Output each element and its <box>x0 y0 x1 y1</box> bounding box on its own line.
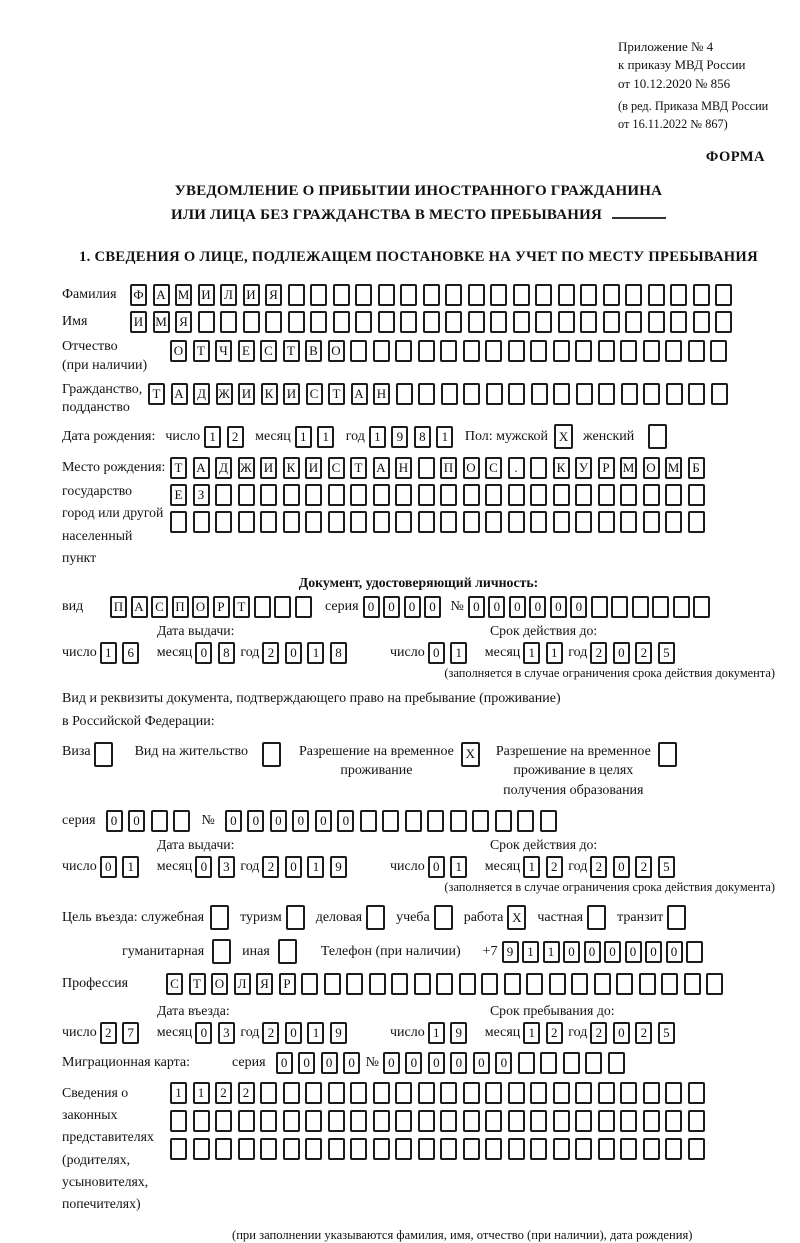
stay-day-cells[interactable]: 1 9 <box>428 1022 473 1044</box>
forma-label: ФОРМА <box>705 149 765 166</box>
migration-card-label: Миграционная карта: <box>62 1055 191 1071</box>
res-expiry-year-cells[interactable]: 2 0 2 5 <box>590 856 680 878</box>
temp-residence-checkbox[interactable]: X <box>461 742 480 767</box>
identity-doc-row <box>62 596 775 618</box>
purpose-work-checkbox[interactable]: X <box>507 905 526 930</box>
visa-checkbox[interactable] <box>94 742 113 767</box>
res-number-cells[interactable]: 0 0 0 0 0 0 <box>225 810 563 832</box>
day-label: число <box>389 645 425 661</box>
surname-cells[interactable]: Ф А М И Л И Я <box>130 284 738 306</box>
doc-series-cells[interactable]: 0 0 0 0 <box>363 596 445 618</box>
res-expiry-day-cells[interactable]: 0 1 <box>428 856 473 878</box>
annex-line: Приложение № 4 <box>618 39 714 54</box>
residence-permit-label: Вид на жительство <box>134 743 248 759</box>
res-number-label: № <box>201 813 215 829</box>
residence-doc-dates <box>62 837 775 895</box>
phone-cells[interactable]: 9 1 1 0 0 0 0 0 0 <box>502 941 707 963</box>
edu-residence-label: Разрешение на временное проживание в целях получения образования <box>495 743 651 798</box>
month-label: месяц <box>255 428 291 444</box>
purpose-label: Цель въезда: служебная <box>62 909 205 925</box>
month-label: месяц <box>484 859 521 875</box>
month-label: месяц <box>484 645 521 661</box>
profession-label: Профессия <box>62 976 129 992</box>
birthplace-row3-cells[interactable] <box>170 511 710 533</box>
birthplace-block <box>62 457 775 569</box>
month-label: месяц <box>484 1025 521 1041</box>
purpose-tourism-checkbox[interactable] <box>286 905 305 930</box>
doc-number-cells[interactable]: 0 0 0 0 0 0 <box>468 596 714 618</box>
entry-dates <box>62 1003 775 1044</box>
birthdate-day-cells[interactable]: 1 2 <box>204 426 249 448</box>
year-label: год <box>240 859 260 875</box>
purpose-study-label: учеба <box>396 909 430 925</box>
mk-number-cells[interactable]: 0 0 0 0 0 0 <box>383 1052 631 1074</box>
day-label: число <box>165 428 201 444</box>
year-label: год <box>240 1025 260 1041</box>
birthdate-label: Дата рождения: <box>62 428 156 444</box>
purpose-humanitarian-label: гуманитарная <box>122 943 205 959</box>
birthdate-year-cells[interactable]: 1 9 8 1 <box>369 426 459 448</box>
name-label: Имя <box>62 313 88 329</box>
birthplace-row1-cells[interactable]: Т А Д Ж И К И С Т А Н П О С . К У Р М О М Б <box>170 457 710 479</box>
citizenship-label: Гражданство, подданство <box>62 381 143 416</box>
expiry-year-cells[interactable]: 2 0 2 5 <box>590 642 680 664</box>
mk-series-cells[interactable]: 0 0 0 0 <box>276 1052 366 1074</box>
issue-year-cells[interactable]: 2 0 1 8 <box>262 642 352 664</box>
name-row <box>62 311 775 333</box>
representatives-row3-cells[interactable] <box>170 1138 710 1160</box>
issue-day-cells[interactable]: 1 6 <box>100 642 145 664</box>
surname-label: Фамилия <box>62 286 117 302</box>
issue-month-cells[interactable]: 0 8 <box>195 642 240 664</box>
surname-row <box>62 284 775 306</box>
birthdate-month-cells[interactable]: 1 1 <box>295 426 340 448</box>
entry-month-cells[interactable]: 0 3 <box>195 1022 240 1044</box>
month-label: месяц <box>156 859 193 875</box>
birthplace-rows <box>170 457 775 569</box>
entry-day-cells[interactable]: 2 7 <box>100 1022 145 1044</box>
purpose-humanitarian-checkbox[interactable] <box>212 939 231 964</box>
citizenship-row <box>62 381 775 419</box>
purpose-other-checkbox[interactable] <box>278 939 297 964</box>
representatives-row1-cells[interactable]: 1 1 2 2 <box>170 1082 710 1104</box>
residence-doc-intro: Вид и реквизиты документа, подтверждающего право на пребывание (проживание) в Российской Федерации: <box>62 691 561 730</box>
res-issue-day-cells[interactable]: 0 1 <box>100 856 145 878</box>
expiry-date-heading: Срок действия до: <box>489 623 598 639</box>
residence-doc-options <box>62 742 775 801</box>
profession-row <box>62 973 775 995</box>
option-residence-permit <box>135 742 281 767</box>
annex-line: от 16.11.2022 № 867) <box>618 116 728 131</box>
representatives-row2-cells[interactable] <box>170 1110 710 1132</box>
month-label: месяц <box>156 645 193 661</box>
form-title-line2: ИЛИ ЛИЦА БЕЗ ГРАЖДАНСТВА В МЕСТО ПРЕБЫВАНИЯ <box>62 204 775 227</box>
year-label: год <box>568 645 588 661</box>
purpose-business-label: деловая <box>315 909 363 925</box>
form-title <box>62 180 775 227</box>
purpose-private-label: частная <box>537 909 584 925</box>
birthplace-label: Место рождения: государство город или другой населенный пункт <box>62 460 166 566</box>
visit-purpose-row <box>62 905 775 930</box>
migration-card-row <box>62 1052 775 1074</box>
identity-doc-heading: Документ, удостоверяющий личность: <box>298 575 539 591</box>
sex-female-checkbox[interactable] <box>648 424 667 449</box>
res-expiry-heading: Срок действия до: <box>489 837 598 853</box>
sex-male-checkbox[interactable]: X <box>554 424 573 449</box>
purpose-study-checkbox[interactable] <box>434 905 453 930</box>
phone-label: Телефон (при наличии) <box>320 943 461 959</box>
representatives-note: (при заполнении указываются фамилия, имя, отчество (при наличии), дата рождения) <box>232 1228 693 1243</box>
residence-doc-number-row <box>62 810 775 832</box>
mk-number-label: № <box>365 1055 379 1071</box>
res-series-cells[interactable]: 0 0 <box>106 810 196 832</box>
purpose-business-checkbox[interactable] <box>366 905 385 930</box>
purpose-service-checkbox[interactable] <box>210 905 229 930</box>
year-label: год <box>240 645 260 661</box>
annex-line: к приказу МВД России <box>618 57 746 73</box>
patronymic-row <box>62 338 775 376</box>
res-issue-month-cells[interactable]: 0 3 <box>195 856 240 878</box>
day-label: число <box>62 645 97 661</box>
res-issue-year-cells[interactable]: 2 0 1 9 <box>262 856 352 878</box>
title-underline <box>612 204 666 219</box>
expiry-day-cells[interactable]: 0 1 <box>428 642 473 664</box>
purpose-work-label: работа <box>463 909 504 925</box>
purpose-transit-label: транзит <box>617 909 664 925</box>
annex-header <box>618 38 775 133</box>
mk-series-label: серия <box>232 1055 266 1071</box>
stay-year-cells[interactable]: 2 0 2 5 <box>590 1022 680 1044</box>
doc-kind-cells[interactable]: П А С П О Р Т <box>110 596 315 618</box>
profession-cells[interactable]: С Т О Л Я Р <box>166 973 729 995</box>
res-restriction-note: (заполняется в случае ограничения срока действия документа) <box>444 880 775 895</box>
day-label: число <box>389 1025 425 1041</box>
temp-residence-label: Разрешение на временное проживание <box>298 743 454 779</box>
visa-label: Виза <box>62 743 91 759</box>
option-visa <box>62 742 113 767</box>
expiry-month-cells[interactable]: 1 1 <box>523 642 568 664</box>
doc-series-label: серия <box>325 599 359 615</box>
year-label: год <box>568 859 588 875</box>
res-expiry-month-cells[interactable]: 1 2 <box>523 856 568 878</box>
res-series-label: серия <box>62 813 96 829</box>
annex-line: от 10.12.2020 № 856 <box>618 75 731 91</box>
form-title-line1: УВЕДОМЛЕНИЕ О ПРИБЫТИИ ИНОСТРАННОГО ГРАЖДАНИНА <box>174 183 663 200</box>
identity-doc-dates <box>62 623 775 681</box>
month-label: месяц <box>156 1025 193 1041</box>
day-label: число <box>62 859 97 875</box>
entry-date-heading: Дата въезда: <box>157 1003 230 1019</box>
sex-female-label: женский <box>583 428 635 444</box>
option-temp-residence <box>299 742 480 781</box>
stay-until-heading: Срок пребывания до: <box>489 1003 615 1019</box>
purpose-private-checkbox[interactable] <box>587 905 606 930</box>
purpose-transit-checkbox[interactable] <box>667 905 686 930</box>
phone-prefix: +7 <box>482 943 498 959</box>
res-issue-heading: Дата выдачи: <box>157 837 235 853</box>
year-label: год <box>345 428 365 444</box>
annex-line: (в ред. Приказа МВД России <box>618 99 769 114</box>
section1-heading: 1. СВЕДЕНИЯ О ЛИЦЕ, ПОДЛЕЖАЩЕМ ПОСТАНОВКЕ НА УЧЕТ ПО МЕСТУ ПРЕБЫВАНИЯ <box>79 248 758 265</box>
sex-male-label: Пол: мужской <box>464 428 549 444</box>
year-label: год <box>568 1025 588 1041</box>
birthplace-row2-cells[interactable]: Е З <box>170 484 710 506</box>
doc-number-label: № <box>450 599 464 615</box>
visit-purpose-row2 <box>62 939 775 964</box>
purpose-other-label: иная <box>242 943 270 959</box>
name-cells[interactable]: И М Я <box>130 311 738 333</box>
patronymic-label: Отчество (при наличии) <box>62 338 148 373</box>
entry-year-cells[interactable]: 2 0 1 9 <box>262 1022 352 1044</box>
expiry-restriction-note: (заполняется в случае ограничения срока действия документа) <box>444 666 775 681</box>
purpose-tourism-label: туризм <box>240 909 282 925</box>
patronymic-cells[interactable]: О Т Ч Е С Т В О <box>170 340 733 362</box>
doc-kind-label: вид <box>62 599 84 615</box>
day-label: число <box>62 1025 97 1041</box>
edu-residence-checkbox[interactable] <box>658 742 677 767</box>
birthdate-row <box>62 424 775 449</box>
representatives-label: Сведения о законных представителях (родителях, усыновителях, попечителях) <box>62 1085 154 1211</box>
stay-month-cells[interactable]: 1 2 <box>523 1022 568 1044</box>
citizenship-cells[interactable]: Т А Д Ж И К И С Т А Н <box>148 383 733 405</box>
option-edu-residence <box>496 742 677 801</box>
residence-permit-checkbox[interactable] <box>262 742 281 767</box>
issue-date-heading: Дата выдачи: <box>157 623 235 639</box>
day-label: число <box>389 859 425 875</box>
